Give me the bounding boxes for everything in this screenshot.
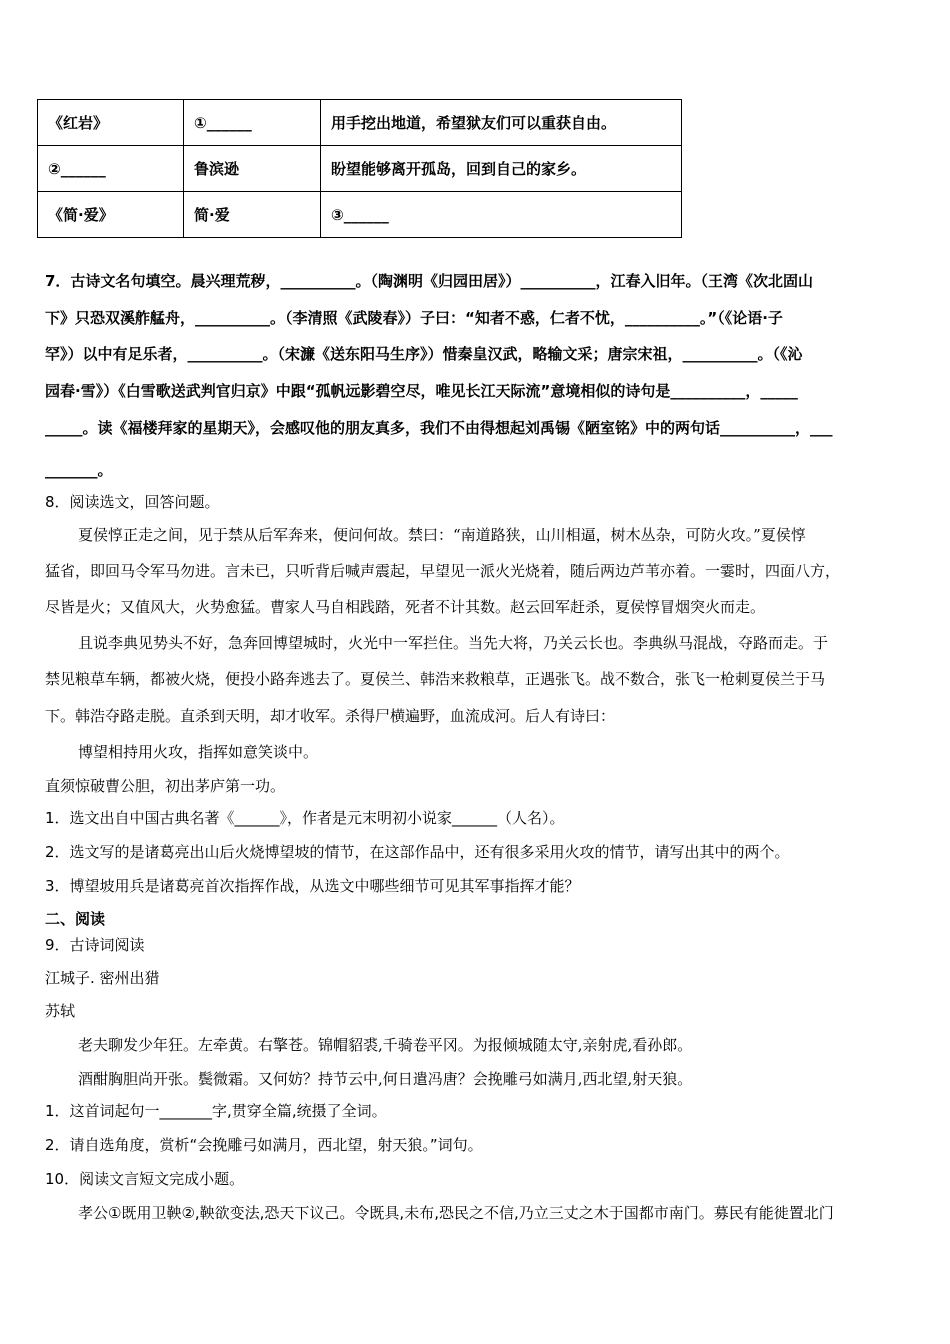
q7-line: 7．古诗文名句填空。晨兴理荒秽，__________。（陶渊明《归园田居》）__________，江春入旧年。（王湾《次北固山 (45, 272, 813, 290)
passage-line: 夏侯惇正走之间，见于禁从后军奔来，便问何故。禁曰：“南道路狭，山川相逼，树木丛杂，可防火攻。”夏侯惇 (78, 526, 806, 544)
q8-question: 3．博望坡用兵是诸葛亮首次指挥作战，从选文中哪些细节可见其军事指挥才能？ (45, 877, 580, 895)
q7-line: 下》只恐双溪舴艋舟，__________。（李清照《武陵春》）子曰：“知者不惑，仁者不忧，__________。”（《论语·子 (45, 309, 783, 327)
q9-question: 1．这首词起句一_______字,贯穿全篇,统摄了全词。 (45, 1102, 387, 1120)
passage-line: 禁见粮草车辆，都被火烧，便投小路奔逃去了。夏侯兰、韩浩来救粮草，正遇张飞。战不数合，张飞一枪刺夏侯兰于马 (45, 670, 826, 688)
table-row (38, 100, 682, 146)
table-row (38, 146, 682, 192)
passage-line: 且说李典见势头不好，急奔回博望城时，火光中一军拦住。当先大将，乃关云长也。李典纵马混战，夺路而走。于 (78, 634, 829, 652)
poem-line: 博望相持用火攻，指挥如意笑谈中。 (78, 743, 319, 761)
table-cell: 《红岩》 (38, 100, 184, 146)
passage-line: 猛省，即回马令军马勿进。言未已，只听背后喊声震起，早望见一派火光烧着，随后两边芦苇亦着。一霎时，四面八方， (45, 562, 841, 580)
table-cell: ①______ (184, 100, 321, 146)
q7-line: _____。读《福楼拜家的星期天》，会感叹他的朋友真多，我们不由得想起刘禹锡《陋室铭》中的两句话__________，___ (45, 419, 833, 437)
section-heading: 二、阅读 (45, 910, 106, 928)
table-row (38, 192, 682, 238)
table-cell: ③______ (321, 192, 682, 238)
table-cell: ②______ (38, 146, 184, 192)
q7-line: 园春·雪》）《白雪歌送武判官归京》中跟“孤帆远影碧空尽，唯见长江天际流”意境相似的诗句是__________，_____ (45, 382, 798, 400)
table-cell: 盼望能够离开孤岛，回到自己的家乡。 (321, 146, 682, 192)
poem-title: 江城子. 密州出猎 (45, 969, 160, 987)
poem-line: 直须惊破曹公胆，初出茅庐第一功。 (45, 777, 286, 795)
q8-question: 1．选文出自中国古典名著《______》，作者是元末明初小说家______（人名）。 (45, 809, 565, 827)
poem-line: 酒酣胸胆尚开张。鬓微霜。又何妨？持节云中,何日遣冯唐？会挽雕弓如满月,西北望,射天狼。 (78, 1070, 693, 1088)
poem-line: 老夫聊发少年狂。左牵黄。右擎苍。锦帽貂裘,千骑卷平冈。为报倾城随太守,亲射虎,看孙郎。 (78, 1036, 693, 1054)
table-cell: 简·爱 (184, 192, 321, 238)
table-cell: 鲁滨逊 (184, 146, 321, 192)
q7-line: _______。 (45, 461, 113, 479)
table-cell: 用手挖出地道，希望狱友们可以重获自由。 (321, 100, 682, 146)
q10-title: 10．阅读文言短文完成小题。 (45, 1170, 245, 1188)
q10-passage-line: 孝公①既用卫鞅②,鞅欲变法,恐天下议己。令既具,未布,恐民之不信,乃立三丈之木于国都市南门。募民有能徙置北门 (78, 1204, 834, 1222)
poem-author: 苏轼 (45, 1002, 76, 1020)
q9-question: 2．请自选角度，赏析“会挽雕弓如满月，西北望，射天狼。”词句。 (45, 1136, 483, 1154)
q8-title: 8．阅读选文，回答问题。 (45, 493, 220, 511)
passage-line: 尽皆是火；又值风大，火势愈猛。曹家人马自相践踏，死者不计其数。赵云回军赶杀，夏侯惇冒烟突火而走。 (45, 598, 766, 616)
novel-table (37, 99, 682, 238)
q9-title: 9．古诗词阅读 (45, 936, 145, 954)
passage-line: 下。韩浩夺路走脱。直杀到天明，却才收军。杀得尸横遍野，血流成河。后人有诗曰： (45, 707, 616, 725)
q8-question: 2．选文写的是诸葛亮出山后火烧博望坡的情节，在这部作品中，还有很多采用火攻的情节，请写出其中的两个。 (45, 843, 790, 861)
q7-line: 罕》）以中有足乐者，__________。（宋濂《送东阳马生序》）惜秦皇汉武，略输文采；唐宗宋祖，__________。（《沁 (45, 345, 803, 363)
table-cell: 《简·爱》 (38, 192, 184, 238)
